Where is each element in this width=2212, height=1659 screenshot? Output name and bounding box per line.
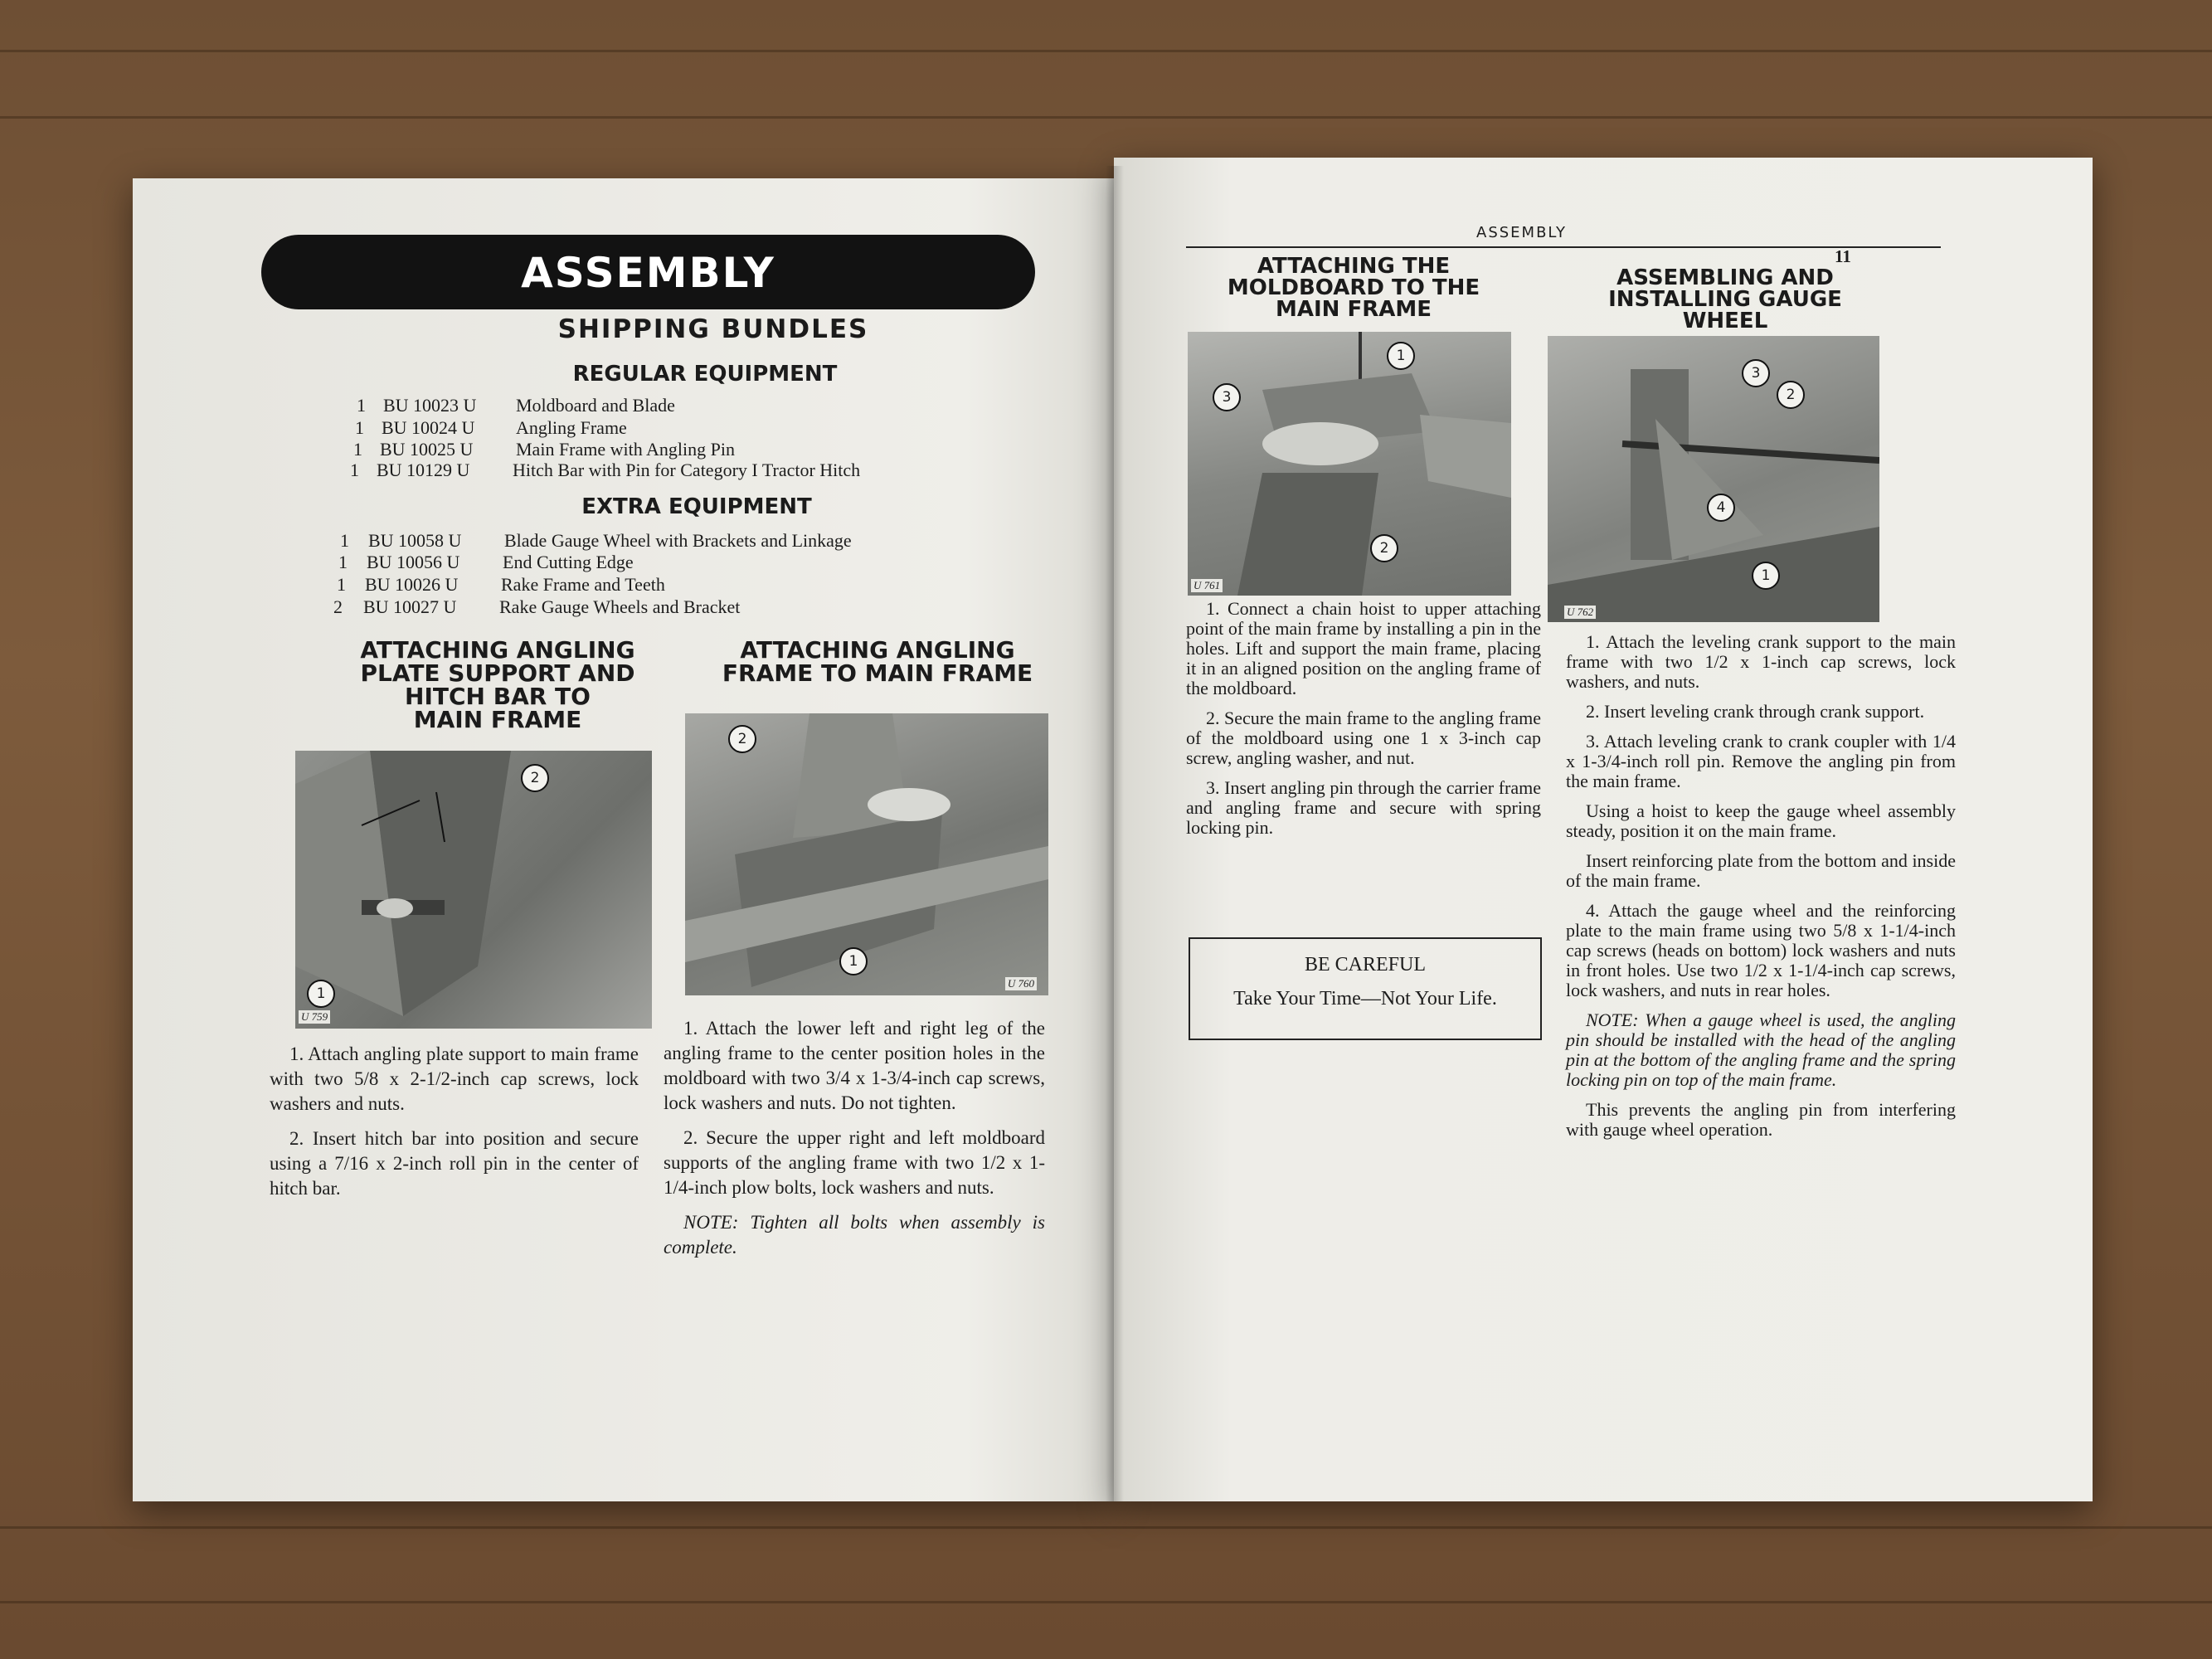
running-head: ASSEMBLY (1476, 224, 1568, 241)
figure-label: U 760 (1005, 977, 1037, 990)
callout-2: 2 (521, 764, 549, 792)
frame-illustration (1548, 336, 1879, 622)
callout-4: 4 (1707, 494, 1735, 522)
wood-grain (0, 116, 2212, 119)
text-gauge-wheel: 1. Attach the leveling crank support to the main frame with two 1/2 x 1-inch cap screws, lock washers, and nuts. 2. Insert leveling crank through crank support. 3. Attach leveling crank to crank coupler with 1/4 x 1-3/4-inch roll pin. Remove the angling pin from the main frame. Using a hoist to keep the gauge wheel assembly steady, position it on the main frame. Insert reinforcing plate from the bottom and inside of the main frame. 4. Attach the gauge wheel and the reinforcing plate to the main frame using two 5/8 x 1-1/4-inch cap screws (heads on bottom) lock washers and nuts in front holes. Use two 1/2 x 1-1/4-inch cap screws, lock washers, and nuts in rear holes. NOTE: When a gauge wheel is used, the angling pin should be installed with the head of the angling pin at the bottom of the angling frame and the spring locking pin on top of the main frame. This prevents the angling pin from interfering with gauge wheel operation. (1566, 631, 1956, 1140)
extra-equipment-heading: EXTRA EQUIPMENT (581, 494, 812, 519)
wood-grain (0, 50, 2212, 52)
text-angling-plate: 1. Attach angling plate support to main frame with two 5/8 x 2-1/2-inch cap screws, lock washers and nuts. 2. Insert hitch bar into position and secure using a 7/16 x 2-inch roll pin in the center of hitch bar. (270, 1044, 639, 1199)
heading-angling-plate: ATTACHING ANGLING PLATE SUPPORT AND HITCH BAR TO MAIN FRAME (360, 636, 635, 733)
assembly-banner: ASSEMBLY (261, 235, 1035, 309)
figure-label: U 762 (1564, 606, 1596, 619)
callout-2: 2 (728, 725, 756, 753)
header-rule (1186, 246, 1941, 248)
callout-1: 1 (1387, 342, 1415, 370)
photo-u759 (295, 751, 652, 1029)
heading-gauge-wheel: ASSEMBLING AND INSTALLING GAUGE WHEEL (1608, 265, 1842, 333)
callout-1: 1 (307, 980, 335, 1008)
callout-2: 2 (1777, 381, 1805, 409)
callout-2: 2 (1370, 534, 1398, 562)
regular-equipment-heading: REGULAR EQUIPMENT (572, 362, 838, 387)
book-gutter (1106, 166, 1124, 1501)
frame-illustration (1188, 332, 1511, 596)
frame-illustration (685, 713, 1048, 995)
wood-grain (0, 1526, 2212, 1529)
heading-attaching-moldboard: ATTACHING THE MOLDBOARD TO THE MAIN FRAME (1227, 254, 1480, 322)
careful-title: BE CAREFUL (1304, 954, 1426, 975)
figure-label: U 759 (299, 1010, 330, 1024)
frame-illustration (295, 751, 652, 1029)
figure-label: U 761 (1191, 579, 1223, 592)
callout-3: 3 (1742, 359, 1770, 387)
text-angling-frame: 1. Attach the lower left and right leg of the angling frame to the center position holes in the moldboard with two 3/4 x 1-3/4-inch cap screws, lock washers and nuts. Do not tighten. 2. Secure the upper right and left moldboard supports of the angling frame with two 1/2 x 1-1/4-inch plow bolts, lock washers and nuts. NOTE: Tighten all bolts when assembly is complete. (664, 1018, 1045, 1258)
page-number-right: 11 (1835, 246, 1851, 266)
be-careful-box (1189, 937, 1542, 1040)
text-attaching-moldboard: 1. Connect a chain hoist to upper attaching point of the main frame by installing a pin in the holes. Lift and support the main frame, placing it in an aligned position on the angling frame of the moldboard. 2. Secure the main frame to the angling frame of the moldboard using one 1 x 3-inch cap screw, angling washer, and nut. 3. Insert angling pin through the carrier frame and angling frame and secure with spring locking pin. (1186, 598, 1541, 838)
wood-grain (0, 1601, 2212, 1603)
photo-u760 (685, 713, 1048, 995)
photo-u761 (1188, 332, 1511, 596)
callout-1: 1 (1752, 562, 1780, 590)
callout-3: 3 (1213, 383, 1241, 411)
shipping-bundles-title: SHIPPING BUNDLES (557, 314, 869, 344)
careful-text: Take Your Time—Not Your Life. (1233, 988, 1497, 1010)
callout-1: 1 (839, 947, 868, 975)
photo-u762 (1548, 336, 1879, 622)
heading-angling-frame: ATTACHING ANGLING FRAME TO MAIN FRAME (722, 636, 1033, 687)
